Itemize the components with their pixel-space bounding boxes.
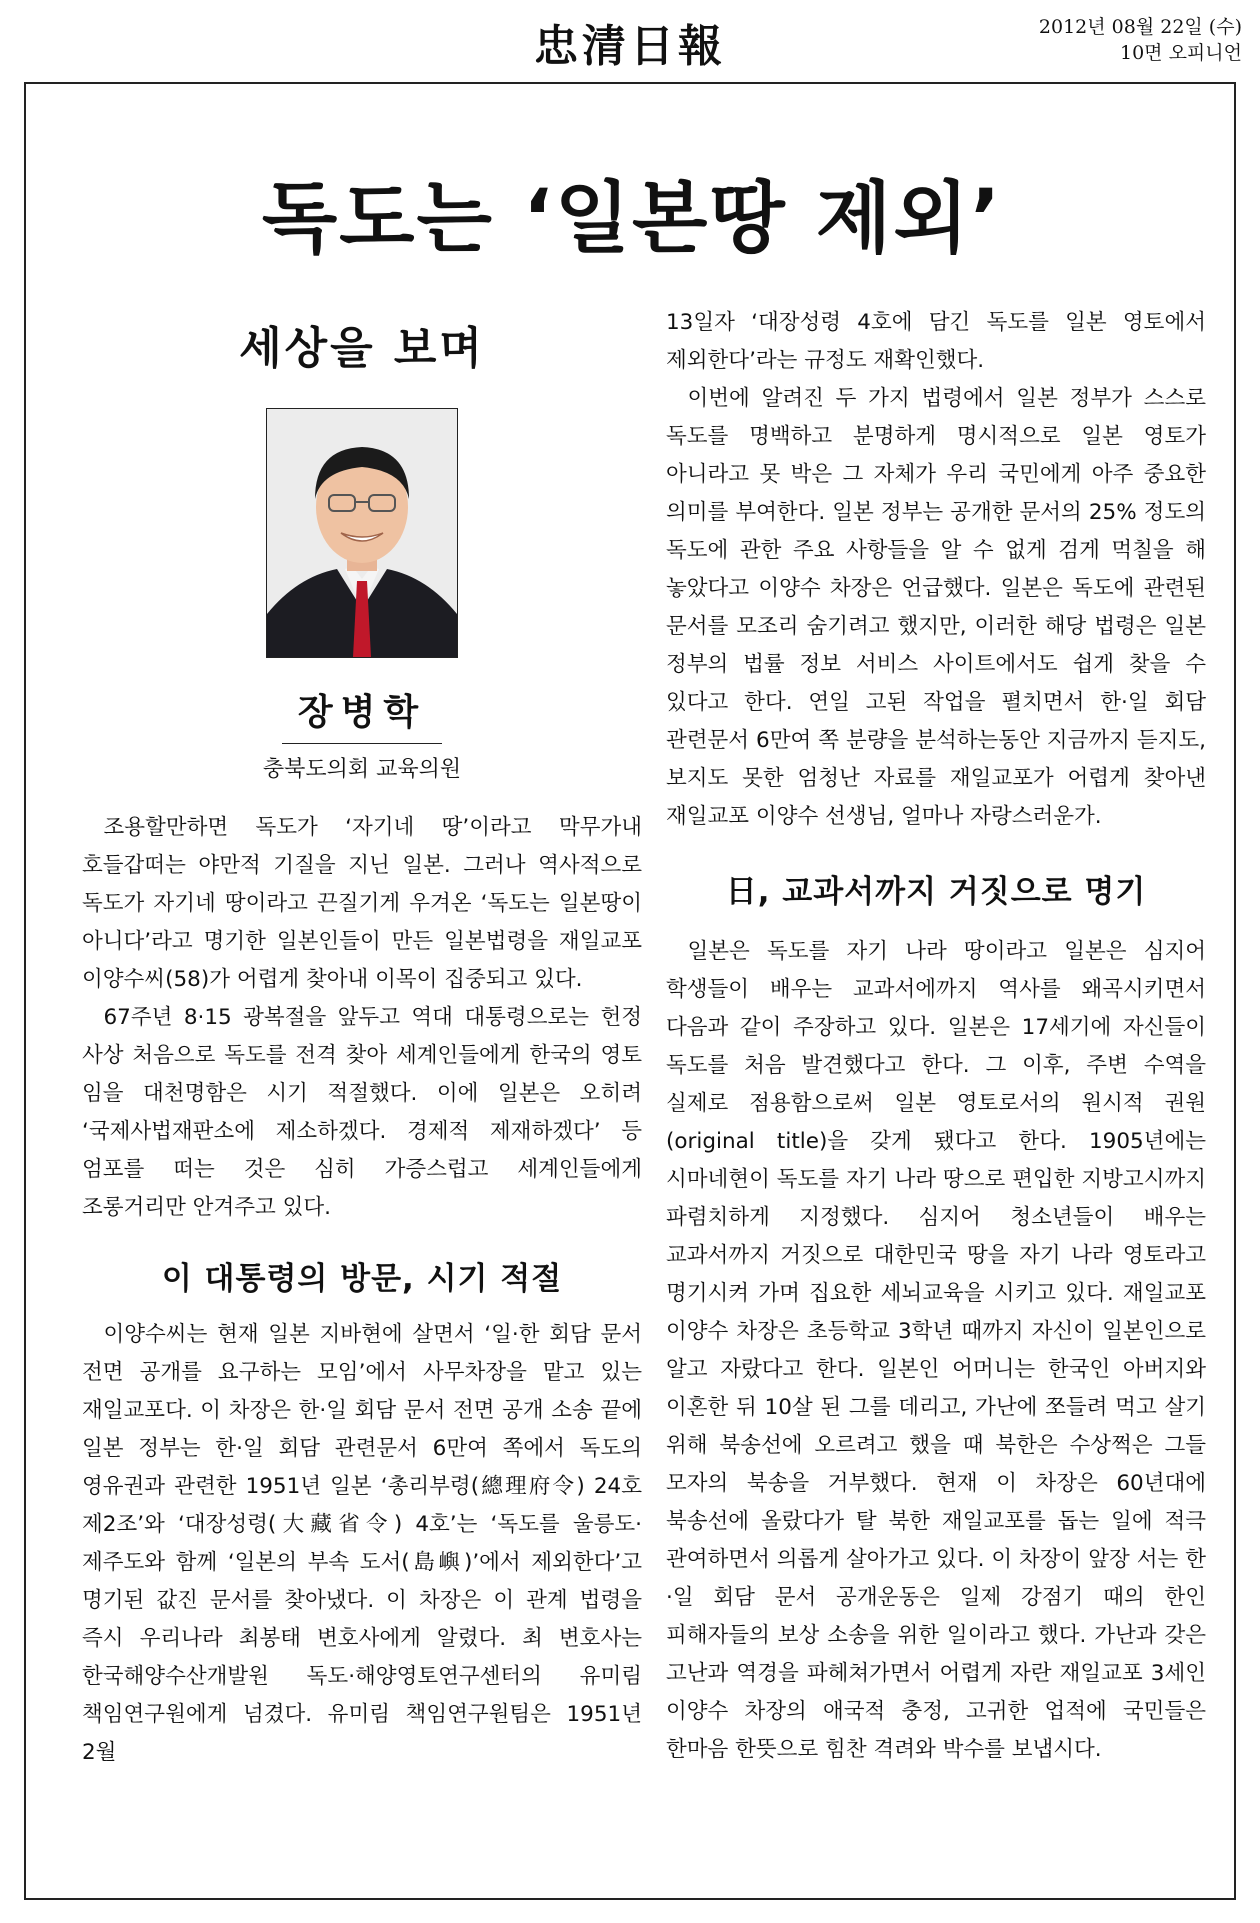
newspaper-name: 忠清日報 [534, 21, 726, 72]
publication-date: 2012년 08월 22일 (수) [1038, 16, 1242, 38]
section-subhead: 日, 교과서까지 거짓으로 명기 [725, 874, 1147, 910]
article-frame [24, 82, 1236, 1900]
publication-info [1039, 14, 1242, 66]
author-portrait-image [267, 409, 457, 657]
section-subhead: 이 대통령의 방문, 시기 적절 [161, 1261, 563, 1297]
paragraph: 이번에 알려진 두 가지 법령에서 일본 정부가 스스로 독도를 명백하고 분명하게 명시적으로 일본 영토가 아니라고 못 박은 그 자체가 우리 국민에게 아주 중요한 의미를 부여한다. 일본 정부는 공개한 문서의 25% 정도의 독도에 관한 주요 사항들을 알 수 없게 검게 먹칠을 해 놓았다고 이양수 차장은 언급했다. 일본은 독도에 관련된 문서를 모조리 숨기려고 했지만, 이러한 해당 법령은 일본 정부의 법률 정보 서비스 사이트에서도 쉽게 찾을 수 있다고 한다. 연일 고된 작업을 펼치면서 한·일 회담 관련문서 6만여 쪽 분량을 분석하는동안 지금까지 듣지도, 보지도 못한 엄청난 자료를 재일교포가 어렵게 찾아낸 재일교포 이양수 선생님, 얼마나 자랑스러운가. [666, 386, 1206, 829]
paragraph: 이양수씨는 현재 일본 지바현에 살면서 ‘일·한 회담 문서 전면 공개를 요구하는 모임’에서 사무차장을 맡고 있는 재일교포다. 이 차장은 한·일 회담 문서 전면 공개 소송 끝에 일본 정부는 한·일 회담 관련문서 6만여 쪽에서 독도의 영유권과 관련한 1951년 일본 ‘총리부령(總理府令) 24호 제2조’와 ‘대장성령(大藏省令) 4호’는 ‘독도를 울릉도·제주도와 함께 ‘일본의 부속 도서(島嶼)’에서 제외한다’고 명기된 값진 문서를 찾아냈다. 이 차장은 이 관계 법령을 즉시 우리나라 최봉태 변호사에게 알렸다. 최 변호사는 한국해양수산개발원 독도·해양영토연구센터의 유미림 책임연구원에게 넘겼다. 유미림 책임연구원팀은 1951년 2월 [82, 1322, 642, 1765]
article-headline: 독도는 ‘일본땅 제외’ [261, 174, 1003, 264]
author-divider [282, 743, 442, 744]
page-section: 10면 오피니언 [1120, 42, 1242, 64]
column-name: 세상을 보며 [239, 323, 485, 374]
paragraph: 일본은 독도를 자기 나라 땅이라고 일본은 심지어 학생들이 배우는 교과서에까지 역사를 왜곡시키면서 다음과 같이 주장하고 있다. 일본은 17세기에 자신들이 독도를 처음 발견했다고 한다. 그 이후, 주변 수역을 실제로 점용함으로써 일본 영토로서의 원시적 권원(original title)을 갖게 됐다고 한다. 1905년에는 시마네현이 독도를 자기 나라 땅으로 편입한 지방고시까지 파렴치하게 지정했다. 심지어 청소년들이 배우는 교과서까지 거짓으로 대한민국 땅을 자기 나라 영토라고 명기시켜 가며 집요한 세뇌교육을 시키고 있다. 재일교포 이양수 차장은 초등학교 3학년 때까지 자신이 일본인으로 알고 자랐다고 한다. 일본인 어머니는 한국인 아버지와 이혼한 뒤 10살 된 그를 데리고, 가난에 쪼들려 먹고 살기 위해 북송선에 오르려고 했을 때 북한은 수상쩍은 그들 모자의 북송을 거부했다. 현재 이 차장은 60년대에 북송선에 올랐다가 탈 북한 재일교포를 돕는 일에 적극 관여하면서 의롭게 살아가고 있다. 이 차장이 앞장 서는 한·일 회담 문서 공개운동은 일제 강점기 때의 한인 피해자들의 보상 소송을 위한 일이라고 했다. 가난과 갖은 고난과 역경을 파헤쳐가면서 어렵게 자란 재일교포 3세인 이양수 차장의 애국적 충정, 고귀한 업적에 국민들은 한마음 한뜻으로 힘찬 격려와 박수를 보냅시다. [666, 939, 1206, 1762]
masthead [0, 0, 1260, 80]
author-name: 장병학 [297, 692, 427, 733]
paragraph: 67주년 8·15 광복절을 앞두고 역대 대통령으로는 헌정 사상 처음으로 독도를 전격 찾아 세계인들에게 한국의 영토 임을 대천명함은 시기 적절했다. 이에 일본은 오히려 ‘국제사법재판소에 제소하겠다. 경제적 제재하겠다’ 등 엄포를 떠는 것은 심히 가증스럽고 세계인들에게 조롱거리만 안겨주고 있다. [82, 1005, 642, 1220]
right-column [666, 304, 1206, 1769]
author-title: 충북도의회 교육의원 [262, 757, 462, 782]
paragraph: 조용할만하면 독도가 ‘자기네 땅’이라고 막무가내 호들갑떠는 야만적 기질을 지닌 일본. 그러나 역사적으로 독도가 자기네 땅이라고 끈질기게 우겨온 ‘독도는 일본땅이 아니다’라고 명기한 일본인들이 만든 일본법령을 재일교포 이양수씨(58)가 어렵게 찾아내 이목이 집중되고 있다. [82, 815, 642, 992]
left-column [82, 312, 642, 1772]
paragraph: 13일자 ‘대장성령 4호에 담긴 독도를 일본 영토에서 제외한다’라는 규정도 재확인했다. [666, 310, 1206, 373]
author-portrait [266, 408, 458, 658]
